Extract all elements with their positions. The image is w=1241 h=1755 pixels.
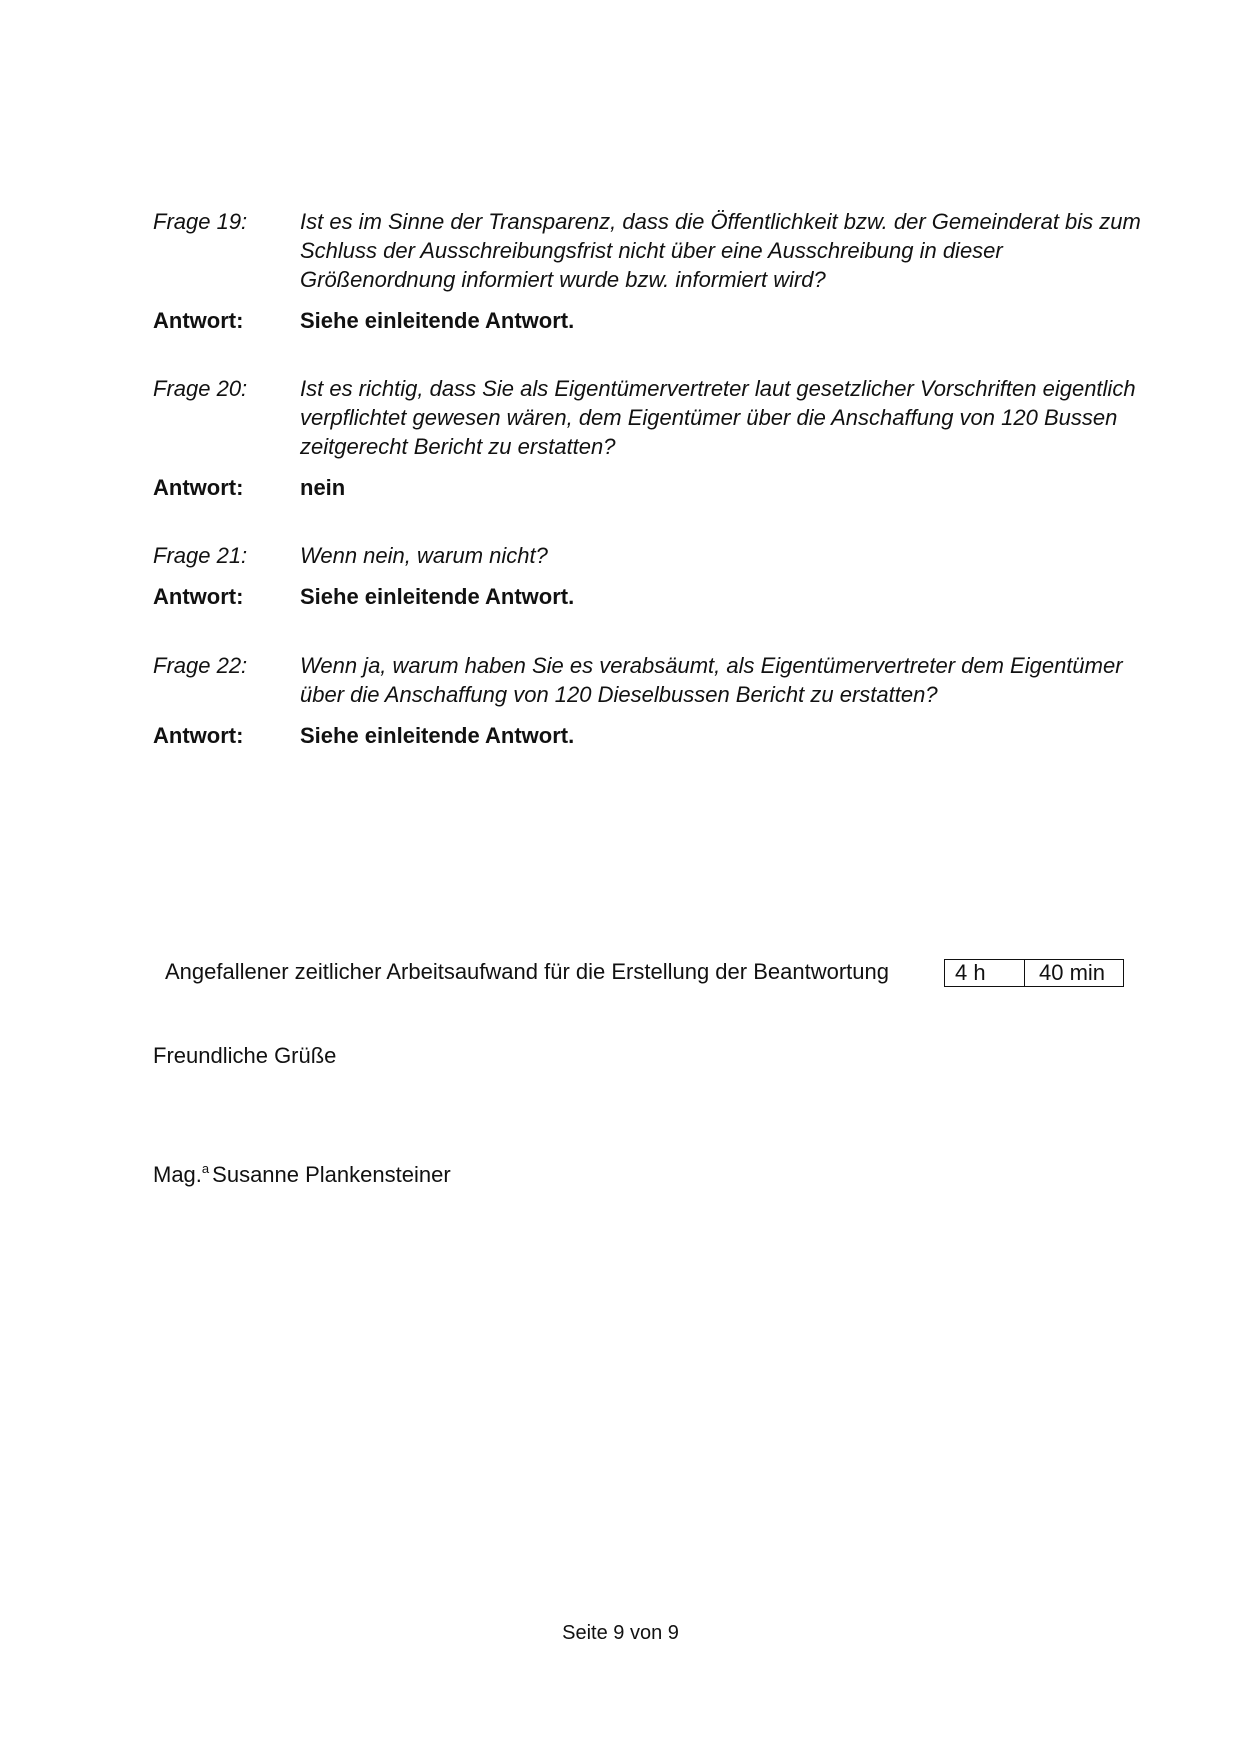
question-row [153,541,1143,570]
qa-item-19 [153,207,1143,335]
answer-text: Siehe einleitende Antwort. [300,584,575,609]
work-effort-hours: 4 h [945,960,1025,986]
question-label: Frage 22: [153,653,248,678]
question-label: Frage 20: [153,376,248,401]
question-text: Wenn ja, warum haben Sie es verabsäumt, als Eigentümervertreter dem Eigentümer über die Anschaffung von 120 Dieselbussen Bericht zu erstatten? [300,653,1123,707]
signature-title: Mag. [153,1162,202,1187]
answer-label: Antwort: [153,723,244,748]
qa-item-22 [153,651,1143,750]
answer-label: Antwort: [153,475,244,500]
question-label: Frage 19: [153,209,248,234]
work-effort-box [944,959,1124,987]
signature-title-sup: a [201,1161,210,1176]
question-row [153,207,1143,294]
answer-row [153,721,1143,750]
question-row [153,651,1143,709]
work-effort-label: Angefallener zeitlicher Arbeitsaufwand für die Erstellung der Beantwortung [165,959,889,984]
answer-row [153,306,1143,335]
qa-item-20 [153,374,1143,502]
answer-row [153,473,1143,502]
work-effort-minutes: 40 min [1039,960,1106,985]
question-text: Ist es im Sinne der Transparenz, dass die Öffentlichkeit bzw. der Gemeinderat bis zum Schluss der Ausschreibungsfrist nicht über eine Ausschreibung in dieser Größenordnung informiert wurde bzw. informiert wird? [300,209,1141,292]
signature [153,1154,451,1189]
answer-label: Antwort: [153,584,244,609]
answer-text: Siehe einleitende Antwort. [300,723,575,748]
page-number: Seite 9 von 9 [562,1622,679,1644]
qa-item-21 [153,541,1143,611]
answer-row [153,582,1143,611]
answer-text: nein [300,475,346,500]
question-text: Wenn nein, warum nicht? [300,543,548,568]
question-label: Frage 21: [153,543,248,568]
question-row [153,374,1143,461]
answer-label: Antwort: [153,308,244,333]
closing-greeting: Freundliche Grüße [153,1043,337,1068]
signature-name: Susanne Plankensteiner [212,1162,451,1187]
answer-text: Siehe einleitende Antwort. [300,308,575,333]
question-text: Ist es richtig, dass Sie als Eigentümervertreter laut gesetzlicher Vorschriften eigentlich verpflichtet gewesen wären, dem Eigentümer über die Anschaffung von 120 Bussen zeitgerecht Bericht zu erstatten? [300,376,1136,459]
